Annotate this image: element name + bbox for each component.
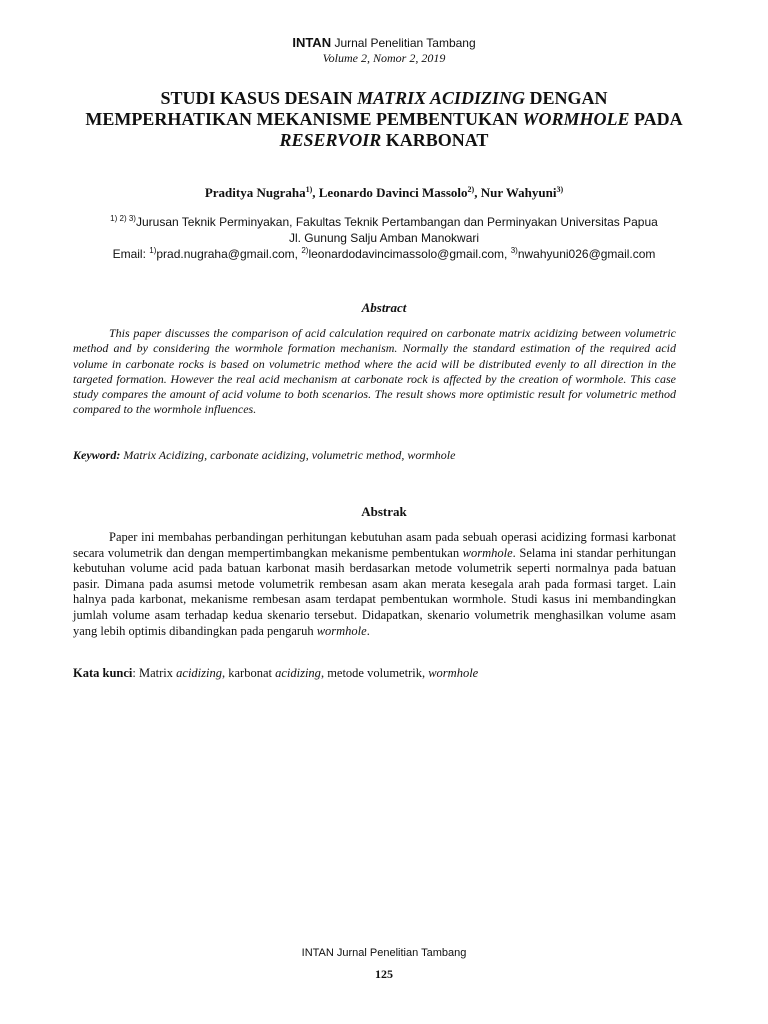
kata-kunci-text: , metode volumetrik, <box>320 666 429 680</box>
author-superscript: 1) <box>305 185 313 194</box>
title-part-italic: RESERVOIR <box>279 130 382 150</box>
title-part: DENGAN MEMPERHATIKAN MEKANISME PEMBENTUKAN <box>85 88 608 129</box>
abstrak-text: . Selama ini standar perhitungan kebutuhan volume acid pada batuan karbonat masih berdasarkan metode volumetrik seperti normalnya pada batuan pasir. Dimana pada asumsi metode volumetrik rembesan asam akan merata kesegala arah pada formasi target. Lain halnya pada karbonat, mekanisme rembesan asam terdapat pembentukan wormhole. Studi kasus ini membandingkan jumlah volume asam terhadap kedua skenario tersebut. Didapatkan, skenario volumetrik menghasilkan volume asam yang lebih optimis dibandingkan pada pengaruh <box>73 545 676 638</box>
abstrak-italic-term: wormhole <box>316 623 367 638</box>
email-superscript: 3) <box>510 246 518 255</box>
affiliation-text: Jurusan Teknik Perminyakan, Fakultas Teknik Pertambangan dan Perminyakan Universitas Papua <box>135 215 658 229</box>
abstrak-text: Paper ini membahas perbandingan perhitungan kebutuhan asam pada sebuah operasi acidizing formasi karbonat secara volumetrik dan dengan mempertimbangkan mekanisme pembentukan <box>73 530 676 560</box>
email-address: prad.nugraha@gmail.com, <box>156 247 298 261</box>
email-address: nwahyuni026@gmail.com <box>517 247 656 261</box>
abstract-heading: Abstract <box>361 300 407 315</box>
page-footer <box>0 946 768 982</box>
title-part: STUDI KASUS DESAIN <box>160 88 358 108</box>
affiliation-line <box>60 214 708 230</box>
kata-kunci-italic: acidizing <box>176 666 222 680</box>
abstrak-body <box>73 530 676 639</box>
page-number: 125 <box>375 967 393 981</box>
abstract-body: This paper discusses the comparison of acid calculation required on carbonate matrix acidizing between volumetric method and by considering the wormhole formation mechanism. Normally the standard estimation of the required acid volume in carbonate rocks is based on volumetric method where the acid will be distributed evenly to all direction in the targeted formation. However the real acid mechanism at carbonate rock is affected by the creation of wormhole. This case study compares the amount of acid volume to both scenarios. The result shows more optimistic result for volumetric method compared to the wormhole influences. <box>73 326 676 417</box>
author-superscript: 3) <box>556 185 564 194</box>
email-label: Email: <box>112 247 146 261</box>
email-line <box>60 246 708 262</box>
kata-kunci-line <box>73 666 676 681</box>
email-superscript: 2) <box>301 246 309 255</box>
abstrak-text: . <box>366 623 370 638</box>
keyword-label: Keyword: <box>73 448 121 462</box>
journal-subtitle: Jurnal Penelitian Tambang <box>334 36 476 50</box>
paper-title <box>80 88 688 151</box>
author-name: Leonardo Davinci Massolo <box>318 185 468 200</box>
keyword-line <box>73 448 676 463</box>
kata-kunci-text: , karbonat <box>221 666 276 680</box>
author-list: Praditya Nugraha$^{1)}$, Leonardo Davinci Massolo$^{2)}$, Nur Wahyuni$^{3)}$ <box>204 185 564 200</box>
email-address: leonardodavincimassolo@gmail.com, <box>308 247 508 261</box>
kata-kunci-text: : Matrix <box>132 666 177 680</box>
journal-header <box>0 35 768 65</box>
title-part-italic: MATRIX ACIDIZING <box>357 88 525 108</box>
title-part-italic: WORMHOLE <box>522 109 630 129</box>
affiliation-superscript: 1) 2) 3) <box>110 214 136 223</box>
title-part: KARBONAT <box>381 130 489 150</box>
footer-journal-name: INTAN Jurnal Penelitian Tambang <box>301 947 467 959</box>
author-superscript: 2) <box>467 185 475 194</box>
email-superscript: 1) <box>149 246 157 255</box>
abstrak-heading: Abstrak <box>361 504 407 519</box>
address-line: Jl. Gunung Salju Amban Manokwari <box>288 231 480 245</box>
author-name: Praditya Nugraha <box>204 185 306 200</box>
journal-name: INTAN <box>292 35 332 50</box>
volume-info: Volume 2, Nomor 2, 2019 <box>322 51 446 65</box>
kata-kunci-italic: wormhole <box>428 666 479 680</box>
affiliation-block <box>60 214 708 262</box>
abstrak-italic-term: wormhole <box>462 545 513 560</box>
title-part: PADA <box>629 109 683 129</box>
author-name: Nur Wahyuni <box>480 185 557 200</box>
journal-title-line <box>0 35 768 51</box>
kata-kunci-label: Kata kunci <box>73 666 133 680</box>
keyword-list: Matrix Acidizing, carbonate acidizing, volumetric method, wormhole <box>123 448 456 462</box>
kata-kunci-italic: acidizing <box>275 666 321 680</box>
